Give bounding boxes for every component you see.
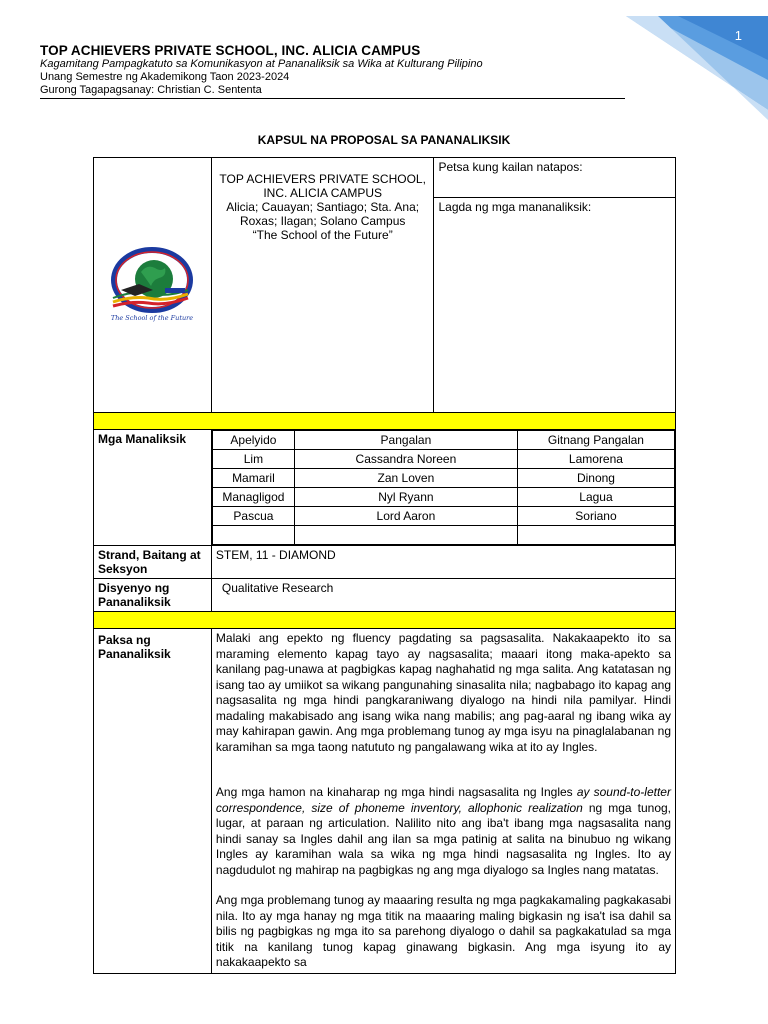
topic-paragraph-3: Ang mga problemang tunog ay maaaring resulta ng mga pagkakamaling pagkakasabi nila. Ito ay mga hanay ng mga titik na maaaring maling bigkasin ng isa't isa dahil sa bilis ng pagbigkas ng mga ito sa parehong diyalogo o dahil sa pagkakatulad sa mga titik na kanilang tunog kapag ginawang bigkasin. Ang mga isyung ito ay nakakaapekto sa <box>215 893 671 969</box>
semester-line: Unang Semestre ng Akademikong Taon 2023-2024 <box>40 71 290 83</box>
p2-start: Ang mga hamon na kinaharap ng mga hindi nagsasalita ng Ingles <box>215 785 573 799</box>
last-name: Pascua <box>212 507 294 526</box>
school-block-line4: Roxas; Ilagan; Solano Campus <box>239 214 406 228</box>
design-value: Qualitative Research <box>211 579 675 612</box>
topic-paragraph-1: Malaki ang epekto ng fluency pagdating sa pagsasalita. Nakakaapekto ito sa maraming elemento kapag tayo ay nagsasalita; maaari itong maka-apekto sa kanilang pag-unawa at pagbigkas kapag naghahatid ng mga salita. Ang katatasan ng isang tao ay umiikot sa wikang pangunahing sinasalita nila; nagbabago ito kapag ang nagsasalita ng mga hindi pangkaraniwang diyalogo na hindi nila pamilyar. Hindi madaling makabisado ang isang wika nang mabilis; ang pag-aaral ng ibang wika ay may kahirapan gawin. Ang mga problemang tunog ay mga isyu na pinaglalabanan ng karamihan sa mga taong natututo ng pangalawang wika at ito ay Ingles. <box>215 631 671 754</box>
col-header: Apelyido <box>212 431 294 450</box>
middle-name: Dinong <box>517 469 674 488</box>
first-name: Lord Aaron <box>294 507 517 526</box>
researchers-header-row <box>212 431 674 450</box>
table-row <box>212 507 674 526</box>
first-name: Zan Loven <box>294 469 517 488</box>
highlight-row <box>94 612 676 629</box>
topic-label: Paksa ng Pananaliksik <box>94 629 212 974</box>
signature-label: Lagda ng mga mananaliksik: <box>438 200 592 214</box>
last-name: Mamaril <box>212 469 294 488</box>
table-row <box>212 469 674 488</box>
first-name: Cassandra Noreen <box>294 450 517 469</box>
highlight-row <box>94 413 676 430</box>
document-header <box>40 43 625 97</box>
researchers-table <box>212 430 675 545</box>
date-label: Petsa kung kailan natapos: <box>438 160 583 174</box>
middle-name: Soriano <box>517 507 674 526</box>
school-logo-icon <box>107 244 197 324</box>
strand-label: Strand, Baitang at Seksyon <box>94 546 212 579</box>
p2-end: ng mga tunog, lugar, at paraan ng articulation. Nalilito nito ang iba't ibang mga nagsasalita nang hindi sanay sa Ingles dahil ang ilan sa mga patinig at salita na binubuo ng wikang Ingles ay karamihan wala sa wika ng mga hindi nagsasalita ng Ingles. Ito ay nagdudulot ng mahirap na pagbigkas ng ang mga diyalogo sa Ingles nang matatas. <box>215 800 671 877</box>
col-header: Pangalan <box>294 431 517 450</box>
strand-value: STEM, 11 - DIAMOND <box>211 546 675 579</box>
proposal-table <box>93 157 676 974</box>
middle-name: Lagua <box>517 488 674 507</box>
design-label: Disyenyo ng Pananaliksik <box>94 579 212 612</box>
topic-paragraph-2 <box>216 785 671 878</box>
school-block-line1: TOP ACHIEVERS PRIVATE SCHOOL, <box>219 172 426 186</box>
table-row <box>212 488 674 507</box>
school-block <box>211 158 434 413</box>
table-row <box>212 450 674 469</box>
first-name: Nyl Ryann <box>294 488 517 507</box>
logo-cell <box>94 158 212 413</box>
empty-row <box>212 526 674 545</box>
page-number: 1 <box>734 28 742 43</box>
signature-cell <box>434 198 676 413</box>
header-rule <box>40 98 625 99</box>
teacher-line: Gurong Tagapagsanay: Christian C. Sententa <box>40 84 262 96</box>
document-title: KAPSUL NA PROPOSAL SA PANANALIKSIK <box>257 133 511 147</box>
col-header: Gitnang Pangalan <box>517 431 674 450</box>
corner-decoration <box>618 0 768 120</box>
last-name: Managligod <box>212 488 294 507</box>
date-cell <box>434 158 676 198</box>
last-name: Lim <box>212 450 294 469</box>
logo-tagline: The School of the Future <box>111 313 194 322</box>
middle-name: Lamorena <box>517 450 674 469</box>
school-block-line3: Alicia; Cauayan; Santiago; Sta. Ana; <box>226 200 420 214</box>
school-block-line5: “The School of the Future” <box>252 228 393 242</box>
subject-line: Kagamitang Pampagkatuto sa Komunikasyon at Pananaliksik sa Wika at Kulturang Pilipino <box>40 58 483 70</box>
p2-italic: ay sound-to-letter correspondence, size of phoneme inventory, allophonic realization <box>215 785 671 815</box>
researchers-cell <box>211 430 675 546</box>
researchers-label: Mga Manaliksik <box>94 430 212 546</box>
school-name: TOP ACHIEVERS PRIVATE SCHOOL, INC. ALICIA CAMPUS <box>40 43 421 58</box>
topic-content <box>211 629 675 974</box>
school-block-line2: INC. ALICIA CAMPUS <box>263 186 383 200</box>
